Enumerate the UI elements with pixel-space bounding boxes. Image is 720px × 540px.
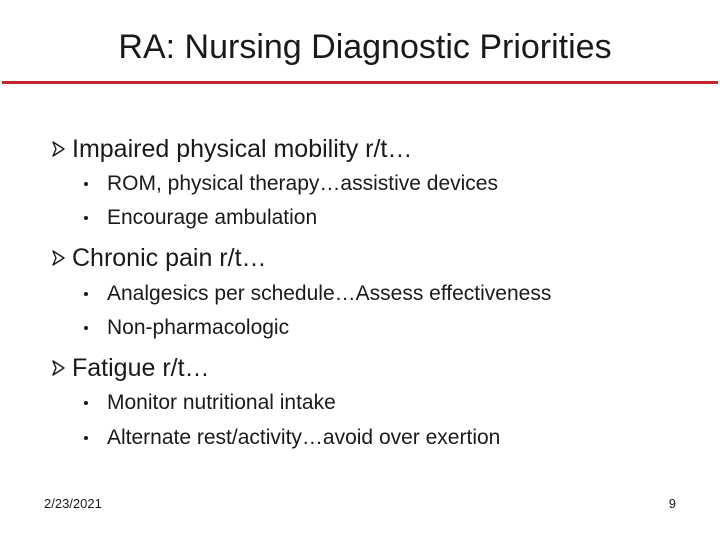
sub-bullet-label: ROM, physical therapy…assistive devices xyxy=(107,172,498,195)
main-bullet-label: Chronic pain r/t… xyxy=(72,243,267,272)
bullet-dot-icon xyxy=(84,216,88,220)
main-bullet-item xyxy=(52,241,267,275)
bullet-dot-icon xyxy=(84,326,88,330)
arrow-bullet-icon xyxy=(52,250,66,266)
main-bullet-label: Impaired physical mobility r/t… xyxy=(72,134,413,163)
bullet-dot-icon xyxy=(84,292,88,296)
arrow-bullet-icon xyxy=(52,141,66,157)
arrow-bullet-icon xyxy=(52,360,66,376)
sub-bullet-label: Monitor nutritional intake xyxy=(107,391,336,414)
sub-bullet-item xyxy=(80,205,317,231)
bullet-dot-icon xyxy=(84,401,88,405)
slide-title: RA: Nursing Diagnostic Priorities xyxy=(118,28,612,66)
sub-bullet-label: Analgesics per schedule…Assess effectiveness xyxy=(107,282,552,305)
page-number: 9 xyxy=(668,496,676,511)
sub-bullet-item xyxy=(80,281,551,307)
sub-bullet-item xyxy=(80,425,500,451)
sub-bullet-item xyxy=(80,390,336,416)
sub-bullet-item xyxy=(80,315,289,341)
sub-bullet-label: Encourage ambulation xyxy=(107,206,318,229)
footer-date: 2/23/2021 xyxy=(44,496,102,511)
main-bullet-item xyxy=(52,132,412,166)
sub-bullet-label: Alternate rest/activity…avoid over exertion xyxy=(107,426,501,449)
main-bullet-label: Fatigue r/t… xyxy=(72,353,210,382)
bullet-dot-icon xyxy=(84,182,88,186)
sub-bullet-label: Non-pharmacologic xyxy=(107,316,290,339)
bullet-dot-icon xyxy=(84,436,88,440)
sub-bullet-item xyxy=(80,171,498,197)
main-bullet-item xyxy=(52,351,210,385)
